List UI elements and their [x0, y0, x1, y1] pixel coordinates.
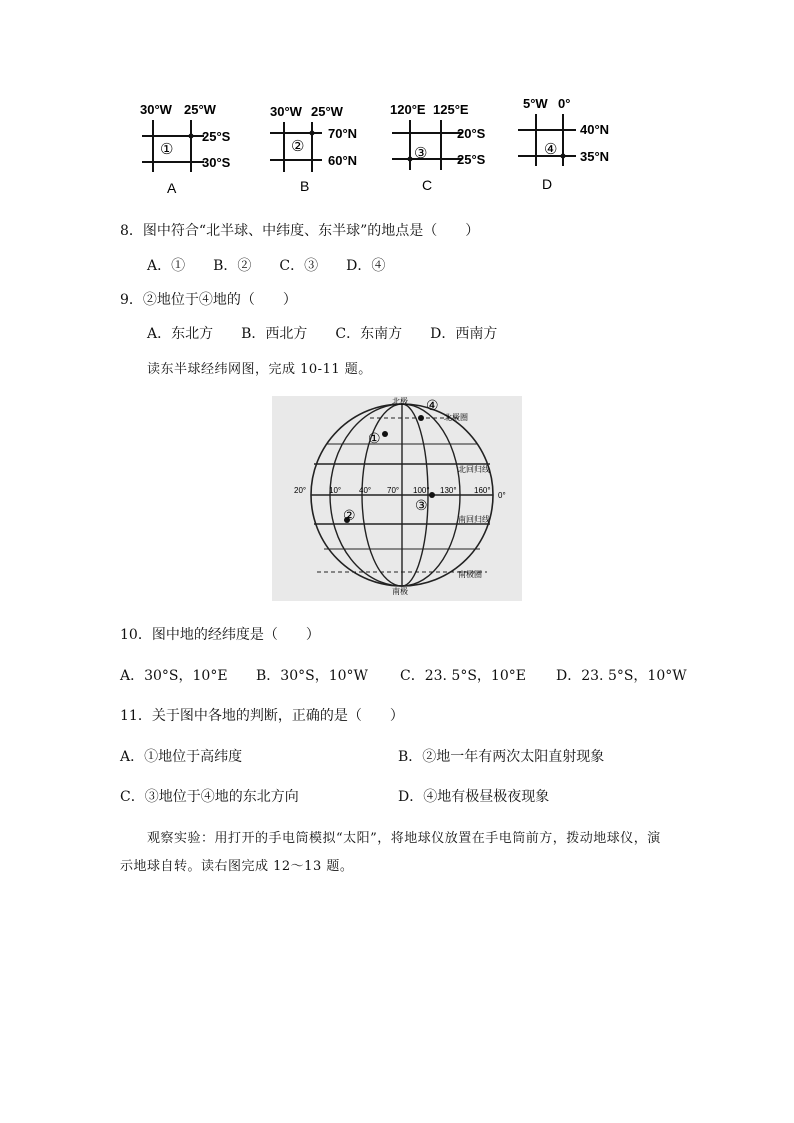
grid-d-letter: D [542, 176, 553, 192]
grid-d [518, 96, 609, 192]
globe-lon-20w: 20° [294, 486, 307, 495]
q11-option-c: C．③地位于④地的东北方向 [120, 789, 299, 805]
intro-12-13-line2: 示地球自转。读右图完成 12～13 题。 [120, 859, 354, 874]
globe-lon-0: 0° [498, 491, 506, 500]
grid-a-point: ① [160, 141, 174, 158]
grid-b [270, 104, 357, 194]
grid-c-letter: C [422, 177, 433, 193]
globe-point-1: ① [368, 430, 381, 446]
grid-c [390, 102, 486, 193]
grid-c-top-left: 120°E [390, 102, 426, 117]
q9-options: A．东北方 B．西北方 C．东南方 D．西南方 [147, 326, 498, 342]
grid-d-top-left: 5°W [523, 96, 548, 111]
q10-option-c: C．23. 5°S，10°E [400, 668, 526, 684]
grid-b-right-lower: 60°N [328, 153, 358, 168]
grid-d-point: ④ [544, 141, 558, 158]
grid-b-right-upper: 70°N [328, 126, 358, 141]
grid-b-top-right: 25°W [311, 104, 343, 119]
grid-a-right-lower: 30°S [202, 155, 231, 170]
intro-10-11: 读东半球经纬网图，完成 10-11 题。 [147, 362, 372, 377]
globe-tropic-cancer: 北回归线 [458, 465, 490, 474]
grid-c-top-right: 125°E [433, 102, 469, 117]
intro-12-13-line1: 观察实验：用打开的手电筒模拟“太阳”，将地球仪放置在手电筒前方，拨动地球仪，演 [147, 831, 661, 846]
globe-lon-130e: 130° [440, 486, 457, 495]
grid-a-letter: A [167, 180, 177, 196]
globe-lon-160e: 160° [474, 486, 491, 495]
globe-tropic-capricorn: 南回归线 [458, 515, 490, 524]
globe-arctic-circle: 北极圈 [444, 413, 468, 422]
q10-stem: 10．图中地的经纬度是（ ） [120, 627, 320, 643]
globe-south-pole: 南极 [392, 587, 408, 596]
grid-b-point: ② [291, 138, 305, 155]
grid-b-letter: B [300, 178, 310, 194]
q11-option-a: A．①地位于高纬度 [120, 749, 243, 765]
globe-point-3: ③ [415, 497, 428, 513]
grid-a-top-right: 25°W [184, 102, 216, 117]
grid-c-point: ③ [414, 145, 428, 162]
globe-diagram [272, 396, 522, 601]
globe-point-4: ④ [426, 397, 439, 413]
grid-a-right-upper: 25°S [202, 129, 231, 144]
grid-a-top-left: 30°W [140, 102, 172, 117]
q11-option-d: D．④地有极昼极夜现象 [398, 789, 550, 805]
grid-c-right-upper: 20°S [457, 126, 486, 141]
grid-d-right-lower: 35°N [580, 149, 610, 164]
q10-option-b: B．30°S，10°W [256, 668, 368, 684]
q11-stem: 11．关于图中各地的判断，正确的是（ ） [120, 708, 404, 724]
q8-options: A．① B．② C．③ D．④ [147, 258, 386, 274]
globe-point-2: ② [343, 507, 356, 523]
grid-b-top-left: 30°W [270, 104, 302, 119]
q9-stem: 9．②地位于④地的（ ） [120, 292, 297, 308]
grid-d-right-upper: 40°N [580, 122, 610, 137]
globe-lon-40e: 40° [359, 486, 372, 495]
globe-antarctic-circle: 南极圈 [458, 570, 482, 579]
grid-diagrams [120, 92, 620, 204]
grid-a [140, 102, 231, 196]
globe-lon-10w: 10° [329, 486, 342, 495]
grid-d-top-right: 0° [558, 96, 571, 111]
q8-stem: 8．图中符合“北半球、中纬度、东半球”的地点是（ ） [120, 223, 480, 239]
globe-lon-70e: 70° [387, 486, 400, 495]
grid-c-right-lower: 25°S [457, 152, 486, 167]
globe-north-pole: 北极 [392, 397, 408, 406]
globe-lon-100e: 100° [413, 486, 430, 495]
q11-option-b: B．②地一年有两次太阳直射现象 [398, 749, 605, 765]
q10-option-a: A．30°S，10°E [120, 668, 228, 684]
q10-option-d: D．23. 5°S，10°W [556, 668, 687, 684]
